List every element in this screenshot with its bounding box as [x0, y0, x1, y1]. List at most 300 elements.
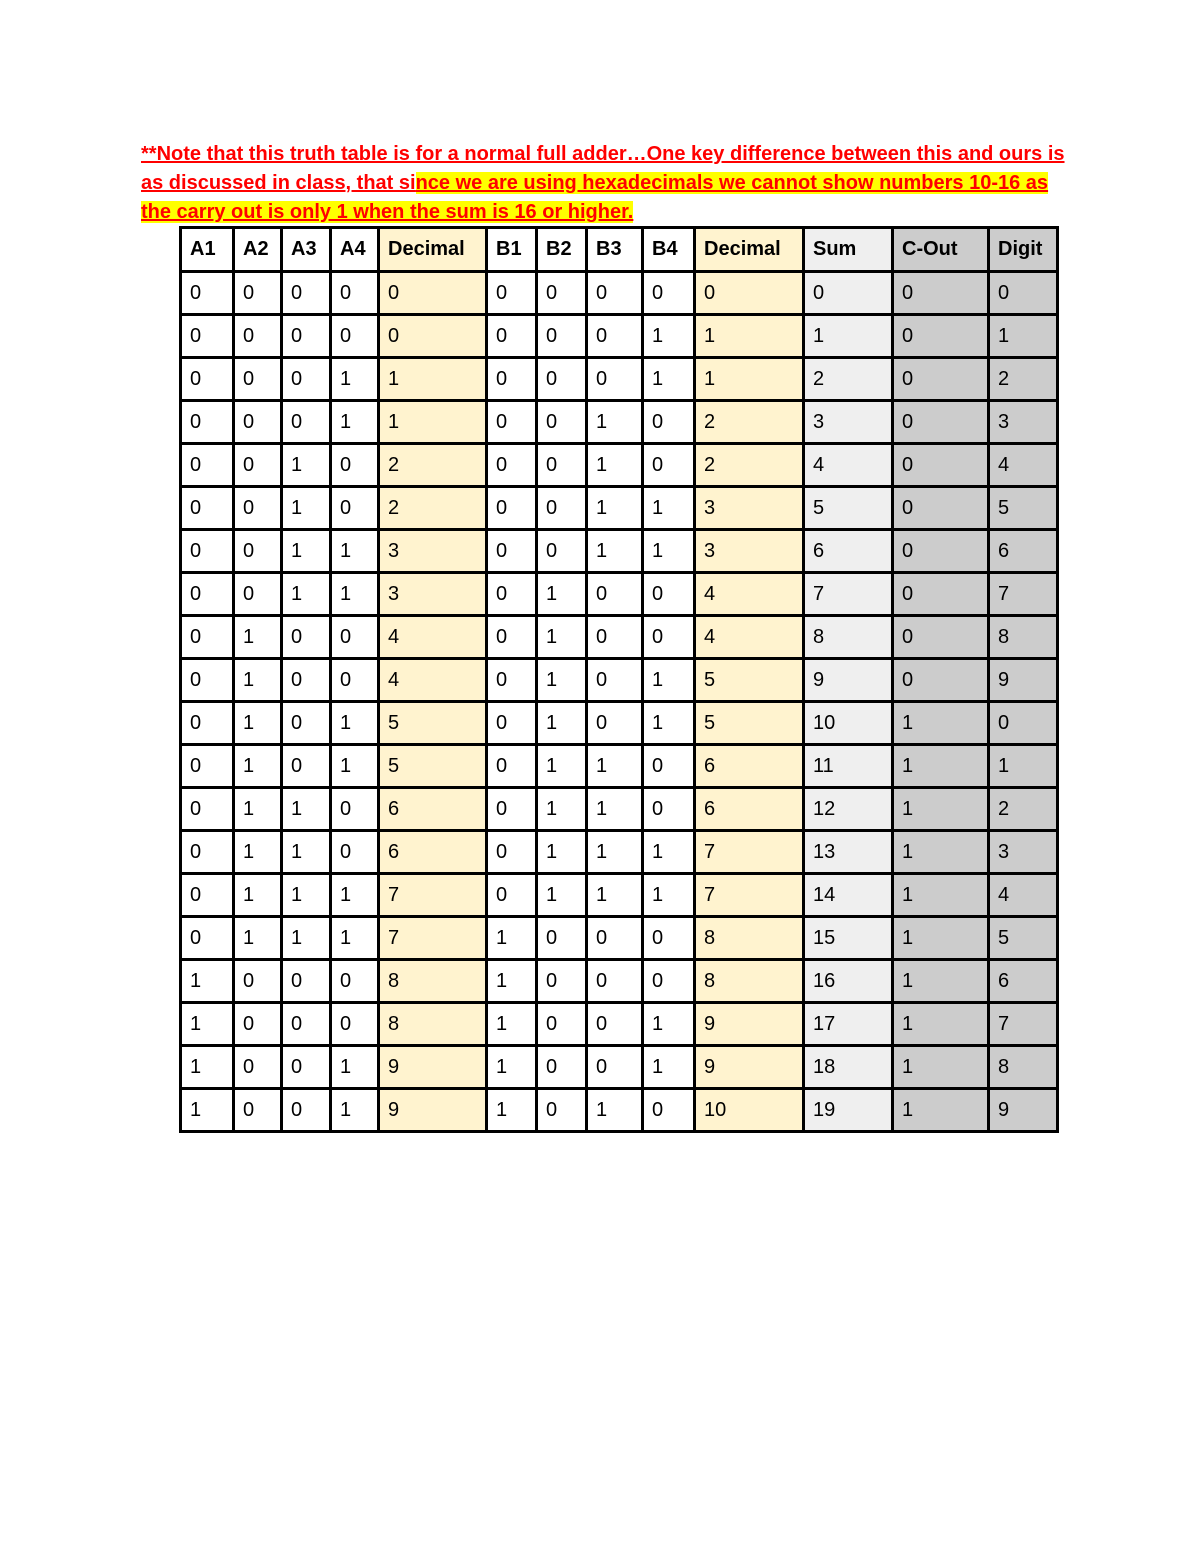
table-row [181, 659, 1058, 702]
table-cell: 8 [379, 960, 487, 1003]
table-cell: 1 [643, 874, 695, 917]
note-part-plain: **Note that this truth table is for a normal full adder…One key difference between this and ours is as discussed in class, that si [141, 143, 1065, 194]
table-cell: 1 [893, 960, 989, 1003]
table-cell: 17 [804, 1003, 893, 1046]
table-cell: 0 [181, 358, 234, 401]
table-cell: 12 [804, 788, 893, 831]
table-cell: 0 [487, 745, 537, 788]
table-cell: 1 [989, 315, 1058, 358]
table-cell: 1 [234, 917, 282, 960]
table-cell: 0 [282, 702, 331, 745]
table-cell: 4 [379, 659, 487, 702]
truth-table-container [179, 226, 1059, 1133]
table-cell: 0 [537, 487, 587, 530]
table-cell: 1 [537, 659, 587, 702]
table-cell: 1 [893, 831, 989, 874]
table-cell: 0 [893, 530, 989, 573]
table-cell: 7 [695, 874, 804, 917]
table-cell: 7 [695, 831, 804, 874]
table-cell: 0 [181, 831, 234, 874]
table-cell: 0 [331, 272, 379, 315]
table-row [181, 874, 1058, 917]
table-row [181, 917, 1058, 960]
table-cell: 16 [804, 960, 893, 1003]
table-cell: 1 [234, 659, 282, 702]
table-cell: 6 [695, 745, 804, 788]
table-row [181, 444, 1058, 487]
table-cell: 1 [234, 616, 282, 659]
table-cell: 0 [487, 573, 537, 616]
table-cell: 6 [804, 530, 893, 573]
table-cell: 0 [643, 960, 695, 1003]
table-cell: 1 [379, 358, 487, 401]
table-cell: 0 [234, 272, 282, 315]
table-cell: 0 [487, 616, 537, 659]
table-cell: 9 [379, 1089, 487, 1132]
table-cell: 1 [181, 1003, 234, 1046]
table-cell: 1 [379, 401, 487, 444]
note-part-highlighted: nce we are using hexadecimals we cannot show numbers 10-16 as the carry out is only 1 when the sum is 16 or higher. [141, 172, 1049, 223]
table-cell: 0 [181, 487, 234, 530]
table-cell: 9 [379, 1046, 487, 1089]
table-cell: 8 [804, 616, 893, 659]
table-cell: 3 [695, 487, 804, 530]
table-cell: 1 [282, 788, 331, 831]
table-cell: 0 [587, 315, 643, 358]
table-cell: 8 [379, 1003, 487, 1046]
table-cell: 3 [989, 831, 1058, 874]
table-row [181, 960, 1058, 1003]
table-cell: 11 [804, 745, 893, 788]
column-header: B2 [537, 228, 587, 272]
table-cell: 1 [487, 917, 537, 960]
table-cell: 1 [282, 573, 331, 616]
table-cell: 0 [282, 745, 331, 788]
table-cell: 5 [379, 702, 487, 745]
table-cell: 9 [989, 1089, 1058, 1132]
table-cell: 0 [181, 874, 234, 917]
table-cell: 0 [487, 659, 537, 702]
table-cell: 0 [234, 315, 282, 358]
table-cell: 0 [537, 960, 587, 1003]
table-cell: 3 [379, 573, 487, 616]
table-cell: 0 [893, 487, 989, 530]
table-cell: 0 [234, 487, 282, 530]
table-cell: 7 [804, 573, 893, 616]
column-header: A2 [234, 228, 282, 272]
table-cell: 1 [587, 401, 643, 444]
table-cell: 0 [537, 315, 587, 358]
table-cell: 0 [234, 573, 282, 616]
table-cell: 1 [487, 1089, 537, 1132]
table-cell: 0 [643, 745, 695, 788]
table-cell: 0 [181, 745, 234, 788]
table-cell: 0 [181, 659, 234, 702]
table-cell: 0 [379, 315, 487, 358]
table-cell: 1 [487, 960, 537, 1003]
note-text [141, 140, 1071, 227]
table-cell: 1 [587, 530, 643, 573]
table-row [181, 1046, 1058, 1089]
table-cell: 1 [537, 831, 587, 874]
table-cell: 5 [695, 702, 804, 745]
table-cell: 0 [282, 315, 331, 358]
table-cell: 1 [331, 1046, 379, 1089]
table-cell: 0 [181, 530, 234, 573]
table-row [181, 401, 1058, 444]
table-cell: 0 [331, 444, 379, 487]
table-cell: 0 [282, 401, 331, 444]
table-cell: 0 [643, 616, 695, 659]
table-cell: 1 [695, 315, 804, 358]
table-cell: 5 [989, 917, 1058, 960]
table-cell: 1 [331, 1089, 379, 1132]
table-cell: 0 [989, 702, 1058, 745]
table-cell: 0 [587, 960, 643, 1003]
table-cell: 0 [587, 1046, 643, 1089]
table-cell: 0 [587, 358, 643, 401]
table-cell: 1 [331, 702, 379, 745]
table-cell: 0 [893, 315, 989, 358]
table-cell: 1 [587, 487, 643, 530]
table-cell: 0 [234, 358, 282, 401]
table-cell: 1 [331, 874, 379, 917]
table-cell: 0 [282, 1089, 331, 1132]
table-cell: 0 [234, 401, 282, 444]
table-cell: 0 [587, 616, 643, 659]
table-cell: 4 [989, 444, 1058, 487]
table-row [181, 358, 1058, 401]
table-cell: 0 [893, 444, 989, 487]
table-row [181, 573, 1058, 616]
table-cell: 0 [893, 616, 989, 659]
table-cell: 5 [379, 745, 487, 788]
column-header: C-Out [893, 228, 989, 272]
table-cell: 7 [379, 874, 487, 917]
table-cell: 0 [181, 573, 234, 616]
column-header: Decimal [695, 228, 804, 272]
table-cell: 0 [893, 358, 989, 401]
table-row [181, 530, 1058, 573]
table-cell: 1 [331, 401, 379, 444]
column-header: B3 [587, 228, 643, 272]
column-header: B1 [487, 228, 537, 272]
table-cell: 6 [695, 788, 804, 831]
table-header-row [181, 228, 1058, 272]
table-cell: 0 [487, 401, 537, 444]
table-cell: 0 [643, 917, 695, 960]
table-cell: 0 [487, 530, 537, 573]
table-cell: 2 [379, 444, 487, 487]
table-cell: 1 [487, 1003, 537, 1046]
table-cell: 10 [695, 1089, 804, 1132]
column-header: Sum [804, 228, 893, 272]
table-cell: 7 [379, 917, 487, 960]
table-cell: 1 [234, 788, 282, 831]
table-cell: 0 [643, 788, 695, 831]
table-cell: 0 [282, 659, 331, 702]
table-row [181, 315, 1058, 358]
column-header: A4 [331, 228, 379, 272]
table-cell: 19 [804, 1089, 893, 1132]
table-cell: 1 [989, 745, 1058, 788]
table-cell: 0 [181, 616, 234, 659]
table-cell: 1 [331, 530, 379, 573]
table-cell: 0 [181, 702, 234, 745]
table-cell: 1 [695, 358, 804, 401]
table-cell: 0 [643, 401, 695, 444]
table-cell: 0 [487, 874, 537, 917]
table-cell: 4 [695, 573, 804, 616]
table-cell: 9 [695, 1046, 804, 1089]
table-cell: 0 [537, 272, 587, 315]
table-cell: 1 [181, 1089, 234, 1132]
table-cell: 0 [537, 358, 587, 401]
table-cell: 1 [181, 1046, 234, 1089]
table-cell: 2 [379, 487, 487, 530]
table-cell: 0 [282, 358, 331, 401]
table-cell: 18 [804, 1046, 893, 1089]
table-cell: 1 [282, 487, 331, 530]
table-cell: 1 [893, 1089, 989, 1132]
table-cell: 2 [989, 788, 1058, 831]
table-cell: 0 [282, 960, 331, 1003]
table-cell: 0 [804, 272, 893, 315]
table-cell: 1 [893, 917, 989, 960]
table-cell: 0 [379, 272, 487, 315]
table-cell: 7 [989, 573, 1058, 616]
table-cell: 0 [643, 272, 695, 315]
table-cell: 6 [379, 831, 487, 874]
table-cell: 1 [893, 874, 989, 917]
table-row [181, 272, 1058, 315]
table-cell: 1 [587, 831, 643, 874]
table-cell: 1 [643, 1003, 695, 1046]
table-cell: 0 [893, 401, 989, 444]
table-cell: 1 [282, 917, 331, 960]
table-row [181, 788, 1058, 831]
table-cell: 1 [487, 1046, 537, 1089]
table-cell: 0 [234, 1089, 282, 1132]
table-cell: 0 [282, 272, 331, 315]
table-row [181, 1089, 1058, 1132]
table-cell: 0 [487, 315, 537, 358]
table-cell: 0 [487, 272, 537, 315]
table-cell: 7 [989, 1003, 1058, 1046]
table-cell: 0 [234, 530, 282, 573]
table-cell: 4 [695, 616, 804, 659]
table-cell: 0 [587, 272, 643, 315]
table-cell: 1 [587, 1089, 643, 1132]
table-cell: 0 [893, 272, 989, 315]
table-cell: 0 [234, 1003, 282, 1046]
table-cell: 0 [487, 487, 537, 530]
table-cell: 2 [695, 401, 804, 444]
table-cell: 0 [282, 1003, 331, 1046]
table-cell: 2 [804, 358, 893, 401]
table-cell: 1 [537, 616, 587, 659]
table-cell: 0 [331, 315, 379, 358]
table-cell: 0 [643, 444, 695, 487]
table-cell: 0 [181, 272, 234, 315]
table-row [181, 487, 1058, 530]
table-cell: 1 [643, 831, 695, 874]
table-cell: 0 [234, 960, 282, 1003]
table-row [181, 616, 1058, 659]
table-cell: 1 [587, 874, 643, 917]
table-cell: 8 [989, 1046, 1058, 1089]
table-cell: 8 [989, 616, 1058, 659]
table-cell: 0 [537, 917, 587, 960]
table-cell: 1 [893, 1046, 989, 1089]
table-cell: 1 [587, 745, 643, 788]
table-cell: 1 [643, 659, 695, 702]
table-cell: 9 [695, 1003, 804, 1046]
table-cell: 3 [989, 401, 1058, 444]
table-cell: 1 [893, 788, 989, 831]
table-cell: 4 [379, 616, 487, 659]
table-cell: 1 [643, 530, 695, 573]
table-cell: 4 [804, 444, 893, 487]
table-cell: 1 [643, 487, 695, 530]
table-row [181, 702, 1058, 745]
table-cell: 0 [181, 315, 234, 358]
table-cell: 0 [587, 702, 643, 745]
table-cell: 1 [331, 358, 379, 401]
table-cell: 1 [587, 444, 643, 487]
table-cell: 1 [331, 917, 379, 960]
table-cell: 0 [181, 917, 234, 960]
table-cell: 9 [989, 659, 1058, 702]
table-cell: 1 [282, 530, 331, 573]
table-cell: 1 [893, 1003, 989, 1046]
table-cell: 1 [234, 702, 282, 745]
table-cell: 0 [331, 487, 379, 530]
table-cell: 6 [989, 960, 1058, 1003]
table-cell: 1 [181, 960, 234, 1003]
table-cell: 0 [181, 444, 234, 487]
table-cell: 1 [537, 874, 587, 917]
column-header: A3 [282, 228, 331, 272]
column-header: B4 [643, 228, 695, 272]
table-cell: 3 [379, 530, 487, 573]
table-cell: 1 [893, 745, 989, 788]
table-cell: 0 [487, 444, 537, 487]
table-cell: 0 [234, 1046, 282, 1089]
table-cell: 0 [587, 659, 643, 702]
column-header: A1 [181, 228, 234, 272]
table-cell: 8 [695, 960, 804, 1003]
table-cell: 0 [234, 444, 282, 487]
table-cell: 3 [695, 530, 804, 573]
table-cell: 1 [331, 573, 379, 616]
table-cell: 1 [537, 573, 587, 616]
table-cell: 0 [487, 788, 537, 831]
table-row [181, 1003, 1058, 1046]
table-cell: 1 [537, 702, 587, 745]
table-cell: 1 [234, 831, 282, 874]
table-cell: 0 [695, 272, 804, 315]
table-cell: 1 [643, 1046, 695, 1089]
table-row [181, 831, 1058, 874]
table-cell: 0 [487, 358, 537, 401]
table-cell: 5 [804, 487, 893, 530]
table-cell: 2 [695, 444, 804, 487]
table-cell: 10 [804, 702, 893, 745]
table-cell: 1 [537, 745, 587, 788]
table-cell: 6 [989, 530, 1058, 573]
table-cell: 0 [587, 917, 643, 960]
table-cell: 1 [643, 358, 695, 401]
table-cell: 1 [537, 788, 587, 831]
table-cell: 5 [989, 487, 1058, 530]
table-cell: 0 [181, 788, 234, 831]
table-cell: 9 [804, 659, 893, 702]
table-cell: 2 [989, 358, 1058, 401]
table-cell: 13 [804, 831, 893, 874]
table-cell: 5 [695, 659, 804, 702]
table-body [181, 272, 1058, 1132]
table-cell: 4 [989, 874, 1058, 917]
table-cell: 0 [537, 1046, 587, 1089]
table-cell: 0 [989, 272, 1058, 315]
table-cell: 0 [282, 1046, 331, 1089]
table-cell: 0 [331, 659, 379, 702]
table-cell: 0 [537, 1003, 587, 1046]
table-cell: 0 [643, 573, 695, 616]
table-cell: 0 [331, 616, 379, 659]
table-cell: 1 [234, 745, 282, 788]
table-cell: 0 [587, 1003, 643, 1046]
table-cell: 1 [331, 745, 379, 788]
table-row [181, 745, 1058, 788]
table-cell: 0 [893, 573, 989, 616]
table-cell: 0 [537, 1089, 587, 1132]
table-cell: 0 [331, 960, 379, 1003]
table-cell: 0 [331, 831, 379, 874]
table-cell: 1 [282, 444, 331, 487]
table-cell: 0 [181, 401, 234, 444]
table-cell: 0 [487, 831, 537, 874]
table-cell: 0 [537, 530, 587, 573]
table-cell: 0 [893, 659, 989, 702]
column-header: Decimal [379, 228, 487, 272]
column-header: Digit [989, 228, 1058, 272]
table-cell: 14 [804, 874, 893, 917]
table-cell: 15 [804, 917, 893, 960]
table-cell: 0 [537, 444, 587, 487]
table-cell: 1 [804, 315, 893, 358]
truth-table [179, 226, 1059, 1133]
table-cell: 0 [487, 702, 537, 745]
table-cell: 1 [893, 702, 989, 745]
table-cell: 1 [587, 788, 643, 831]
table-cell: 1 [282, 874, 331, 917]
table-cell: 0 [331, 788, 379, 831]
table-cell: 0 [282, 616, 331, 659]
table-cell: 0 [587, 573, 643, 616]
table-cell: 6 [379, 788, 487, 831]
table-cell: 3 [804, 401, 893, 444]
table-cell: 1 [282, 831, 331, 874]
table-cell: 0 [331, 1003, 379, 1046]
table-cell: 1 [234, 874, 282, 917]
table-cell: 0 [537, 401, 587, 444]
table-cell: 1 [643, 315, 695, 358]
table-cell: 0 [643, 1089, 695, 1132]
table-cell: 1 [643, 702, 695, 745]
table-cell: 8 [695, 917, 804, 960]
